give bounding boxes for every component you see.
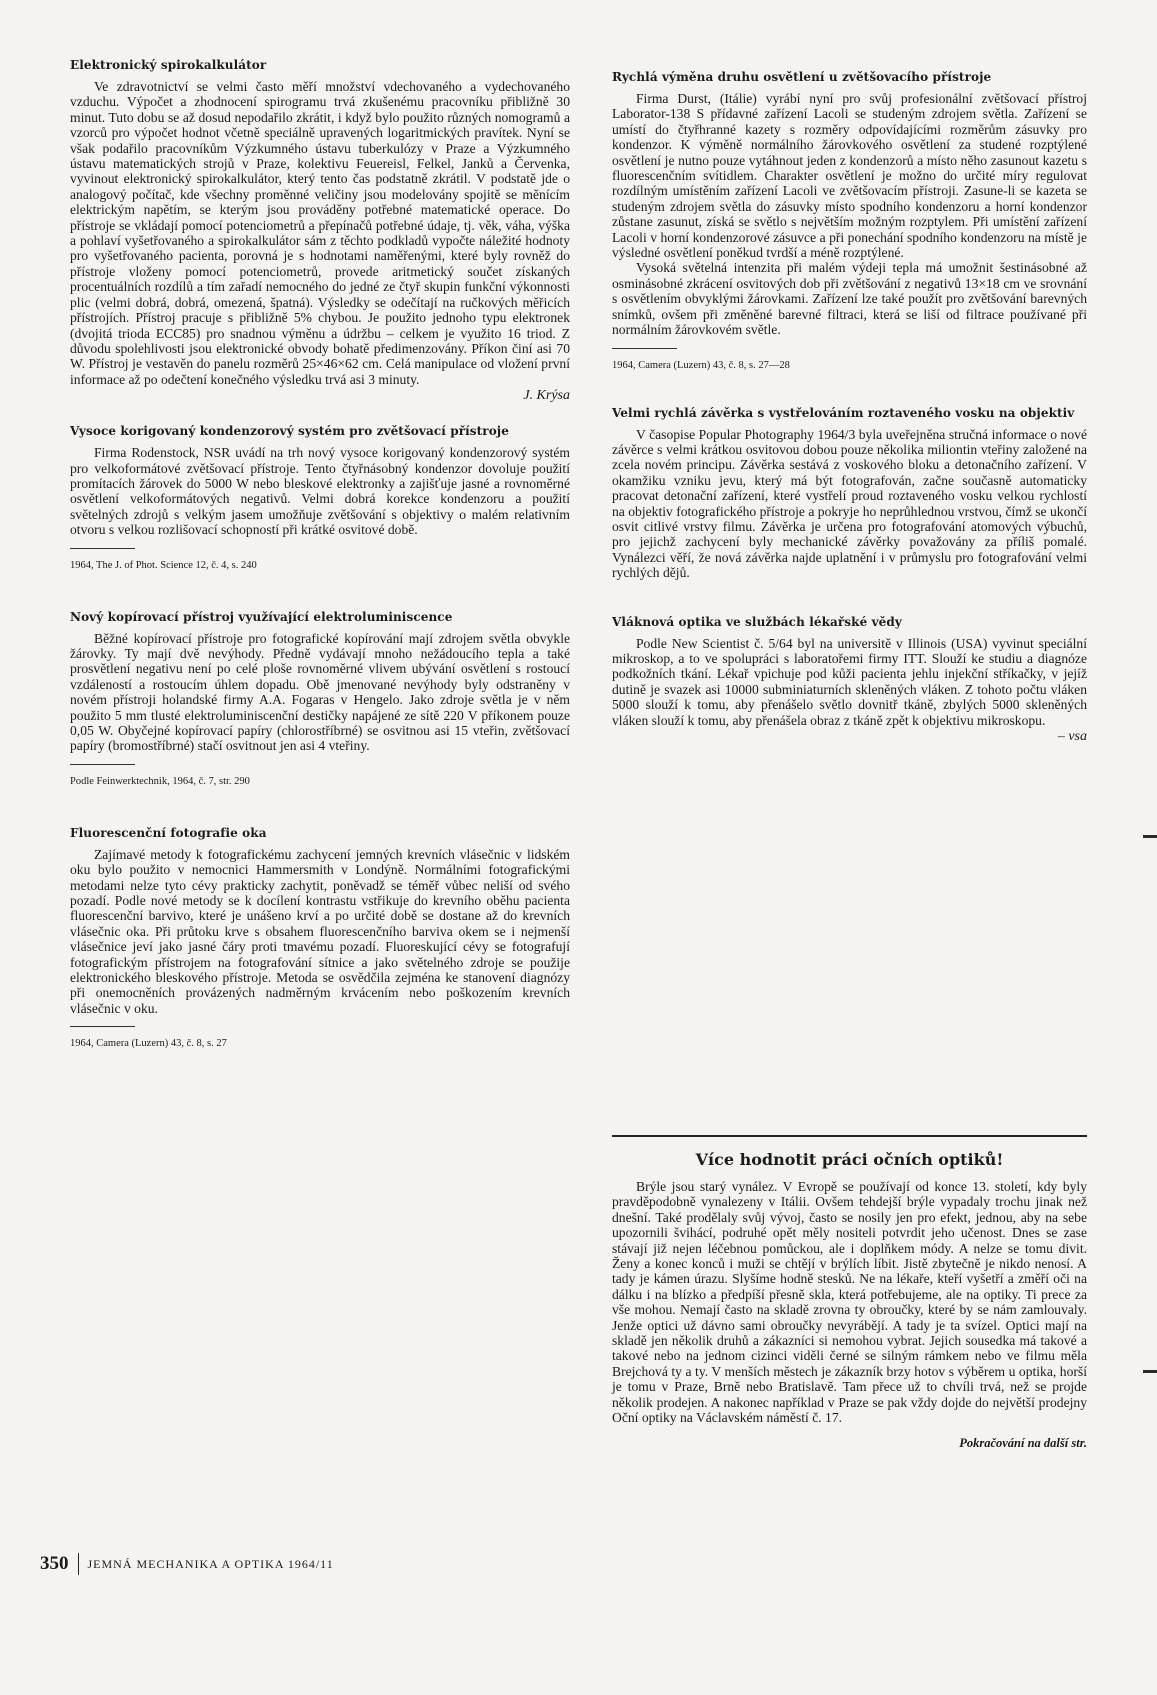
source-divider [70,1026,135,1027]
article-vlaknova-optika [612,615,1087,745]
section-divider [612,1135,1087,1137]
article-title: Vysoce korigovaný kondenzorový systém pro zvětšovací přístroje [70,424,509,439]
article-body: Podle New Scientist č. 5/64 byl na universitě v Illinois (USA) vyvinut speciální mikroskop, a to ve spolupráci s laboratořemi firmy ITT. Slouží ke studiu a diagnóze podkožních tkání. Lékař vpichuje pod kůži pacienta jehlu injekční stříkačky, v jejíž dutině je svazek asi 10000 subminiaturních skleněných vláken. Z tohoto počtu vláken 5000 slouží k tomu, aby přenášelo světlo dovnitř tkáně, zbylých 5000 skleněných vláken slouží k tomu, aby přenášela obraz z tkáně zpět k objektivu mikroskopu. [612,635,1087,728]
footer-separator [78,1553,79,1575]
left-column [70,58,570,1050]
article-source: 1964, Camera (Luzern) 43, č. 8, s. 27 [70,1038,227,1050]
feature-body: Brýle jsou starý vynález. V Evropě se používají od konce 13. století, kdy byly pravděpodobně vynalezeny v Itálii. Ovšem tehdejší brýle vypadaly trochu jinak než dnešní. Také prodělaly svůj vývoj, často se nosily jen pro efekt, jednou, aby na sebe upozornili švihácí, podruhé opět měly nositeli potvrdit jeho učenost. Dnes se zase stávají již nejen léčebnou pomůckou, ale i doplňkem módy. A nelze se tomu divit. Ženy a konec konců i muži se chtějí v brýlích líbit. Jistě zbytečně je nikdo nenosí. A tady je kámen úrazu. Slyšíme hodně stesků. Ne na lékaře, kteří vyšetří a změří oči na dálku i na blízko a předpíší přesně skla, která potřebujeme, ale na optiky. Ti prece za vše mohou. Nemají často na skladě zrovna ty obroučky, které by se nám zamlouvaly. Jenže optici už dávno sami obroučky nevyrábějí. A tady je ta svízel. Optici mají na skladě jen několik druhů a zákazníci si nemohou vybrat. Jejich sousedka má takové a takové nebo na jednom cizinci viděli černé se silným rámkem nebo ve filmu měla Brejchová ty a ty. V menších městech je zákazník brzy hotov s výběrem u optika, horší je tomu v Praze, Brně nebo Bratislavě. Tam přece už to chvíli trvá, než se projde několik prodejen. A nakonec například v Praze se pak vždy dojde do největší prodejny Oční optiky na Václavském náměstí č. 17. [612,1179,1087,1426]
article-title: Vláknová optika ve službách lékařské vědy [612,614,902,629]
author-signature: – vsa [1057,729,1087,744]
binding-mark [1143,1370,1157,1373]
article-body: Zajímavé metody k fotografickému zachycení jemných krevních vlásečnic v lidském oku bylo použito v nemocnici Hammersmith v Londýně. Normálními fotografickými metodami nelze tyto cévy prakticky zachytit, poněvadž se téměř vůbec neliší od svého pozadí. Podle nové metody se k docílení kontrastu vstřikuje do krevního oběhu pacienta fluorescenční barvivo, které je unášeno krví a po určité době se dostane až do krevních vlásečnic oka. Při průtoku krve s obsahem fluorescenčního barviva okem se i nejmenší vlásečnice jeví jako jasné čáry proti tmavému pozadí. Fluoreskující cévy se fotografují fotografickým přístrojem na fotografování sítnice a jako světelného zdroje se použije elektronického bleskového přístroje. Metoda se osvědčila zejména ke stanovení diagnózy při onemocněních provázených nadměrným krvácením nebo poškozením krevních vlásečnic v oku. [70,846,570,1016]
article-zaverka [612,406,1087,581]
right-column [612,70,1087,745]
article-source: 1964, The J. of Phot. Science 12, č. 4, s. 240 [70,559,257,571]
page-number: 350 [40,1553,69,1574]
feature-title: Více hodnotit práci očních optiků! [695,1150,1004,1169]
article-source: Podle Feinwerktechnik, 1964, č. 7, str. 290 [70,775,250,787]
article-kopirovaci [70,610,570,788]
article-fluorescence [70,826,570,1050]
feature-article [612,1150,1087,1463]
journal-name: JEMNÁ MECHANIKA A OPTIKA 1964/11 [87,1556,334,1571]
article-body: Firma Rodenstock, NSR uvádí na trh nový vysoce korigovaný kondenzorový systém pro velkoformátové zvětšovací přístroje. Tento čtyřnásobný kondenzor dovoluje použití promítacích žárovek do 5000 W nebo bleskové elektronky a zajišťuje jasné a rovnoměrné osvětlení velkoformátových negativů. Velmi dobrá korekce kondenzoru a použití světelných zdrojů s velkým jasem umožňuje zvětšování s objektivy o malém relativním otvoru s velkou rozlišovací schopností při krátké osvitové době. [70,445,570,538]
source-divider [70,764,135,765]
article-title: Nový kopírovací přístroj využívající elektroluminiscence [70,609,453,624]
source-divider [70,548,135,549]
page-footer [40,1552,334,1576]
paragraph: Vysoká světelná intenzita při malém výdeji tepla má umožnit šestinásobné až osminásobné zkrácení osvitových dob při zvětšování z negativů 13×18 cm ve srovnání s osvětlením obvyklými žárovkami. Zařízení lze také použít pro zvětšování barevných snímků, ovšem při změněné barevné filtraci, která se liší od filtrace používané při normálním žárovkovém světle. [612,260,1087,338]
paragraph: Firma Durst, (Itálie) vyrábí nyní pro svůj profesionální zvětšovací přístroj Laborator-138 S přídavné zařízení Lacoli se studeným zdrojem světla. Zařízení se umístí do čtyřhranné kazety s rozměry odpovídajícími rozměrům zásuvky pro kondenzor. K výměně normálního žárovkového osvětlení za studené rozptýlené osvětlení je nutno pouze vytáhnout jeden z kondenzorů a místo něho zasunout kazetu s fluorescenčním svítidlem. Charakter osvětlení je možno do určité míry regulovat rozdílným umístěním zařízení Lacoli ve zvětšovacím přístroji. Zasune-li se kazeta se studeným zdrojem světla do zásuvky místo spodního kondenzoru a horní kondenzor zůstane zasunut, získá se světlo s největším možným rozptylem. Při umístění zařízení Lacoli v horní kondenzorové zásuvce a při ponechání spodního kondenzoru na místě je výsledné osvětlení poněkud tvrdší a méně rozptýlené. [612,91,1087,261]
article-title: Elektronický spirokalkulátor [70,58,267,72]
article-osvetleni [612,70,1087,372]
article-body: V časopise Popular Photography 1964/3 byla uveřejněna stručná informace o nové závěrce s velmi krátkou osvitovou dobou pouze několika miliontin vteřiny založené na zcela novém principu. Závěrka sestává z voskového bloku a detonačního zařízení. V okamžiku vzniku jevu, který má být fotografován, začne současně automaticky pracovat detonační zařízení, které vystřelí proud roztaveného vosku velkou rychlostí na objektiv fotografického přístroje a pokryje ho neprůhlednou vrstvou, čímž se ukončí osvit citlivé vrstvy filmu. Závěrka je určena pro fotografování atomových výbuchů, pro jejichž zachycení byly mechanické závěrky považovány za příliš pomalé. Vynálezci věří, že nová závěrka najde uplatnění i v průmyslu pro fotografování velmi rychlých dějů. [612,426,1087,581]
article-body: Běžné kopírovací přístroje pro fotografické kopírování mají zdrojem světla obvykle žárovky. Ty mají dvě nevýhody. Předně vydávají mnoho nežádoucího tepla a také prosvětlení negativu není po celé ploše rovnoměrné vlivem ubývání osvětlení s rostoucí vzdáleností a rostoucím úhlem dopadu. Obě jmenované nevýhody byly odstraněny v novém přístroji holandské firmy A.A. Fogaras v Hengelo. Jako zdroje světla je v něm použito 5 mm tlusté elektroluminiscenční destičky napájené ze sítě 220 V příkonem pouze 0,05 W. Obyčejné kopírovací papíry (chlorostříbrné) se osvitnou asi 15 vteřin, zvětšovací papíry (bromostříbrné) stačí osvitnout jen asi 4 vteřiny. [70,630,570,754]
article-kondenzor [70,424,570,571]
continued-note: Pokračování na další str. [959,1435,1087,1450]
article-source: 1964, Camera (Luzern) 43, č. 8, s. 27—28 [612,359,790,371]
article-title: Fluorescenční fotografie oka [70,825,267,840]
article-spirokalkulator [70,58,570,404]
article-body [612,91,1087,338]
source-divider [612,348,677,349]
author-signature: J. Krýsa [523,388,570,404]
binding-mark [1143,835,1157,838]
article-body: Ve zdravotnictví se velmi často měří množství vdechovaného a vydechovaného vzduchu. Výpočet a zhodnocení spirogramu trvá zkušenému pracovníku přibližně 30 minut. Tuto dobu se až dosud nepodařilo zkrátit, i když bylo použito různých nomogramů a vzorců pro výpočet hodnot včetně speciálně upravených logaritmických pravítek. Nyní se však podařilo pracovníkům Výzkumného ústavu tuberkulózy v Praze a Výzkumného ústavu matematických strojů v Praze, kolektivu Feuereisl, Felkel, Janků a Červenka, vyvinout elektronický spirokalkulátor, který tento čas podstatně zkrátil. V podstatě jde o analogový počítač, kde všechny proměnné veličiny jsou modelovány spojitě se měnícím elektrickým napětím, se kterým jsou prováděny potřebné matematické operace. Do přístroje se vkládají pomocí potenciometrů a přepínačů potřebné údaje, tj. věk, váha, výška a pohlaví vyšetřovaného a spirokalkulátor sám z těchto podkladů vypočte náležité hodnoty pro vyšetřovaného pacienta, porovná je s hodnotami naměřenými, které byly rovněž do přístroje vloženy pomocí potenciometrů, provede aritmetický součet získaných procentuálních rozdílů a tím zařadí nemocného do jedné ze čtyř skupin funkční výkonnosti plic (velmi dobrá, dobrá, omezená, špatná). Výsledky se odečítají na ručkových měřicích přístrojích. Přístroj pracuje s přibližně 5% chybou. Je použito jednoho typu elektronek (dvojitá trioda ECC85) pro snadnou výměnu a údržbu – celkem je využito 16 triod. Z důvodu spolehlivosti jsou elektronické obvody bohatě předimenzovány. Příkon činí asi 70 W. Přístroj je vestavěn do panelu rozměrů 25×46×62 cm. Celá manipulace od vložení první informace až po odečtení konečného výsledku trvá asi 3 minuty. [70,79,570,387]
article-title: Rychlá výměna druhu osvětlení u zvětšovacího přístroje [612,70,992,84]
article-title: Velmi rychlá závěrka s vystřelováním roztaveného vosku na objektiv [612,405,1075,420]
